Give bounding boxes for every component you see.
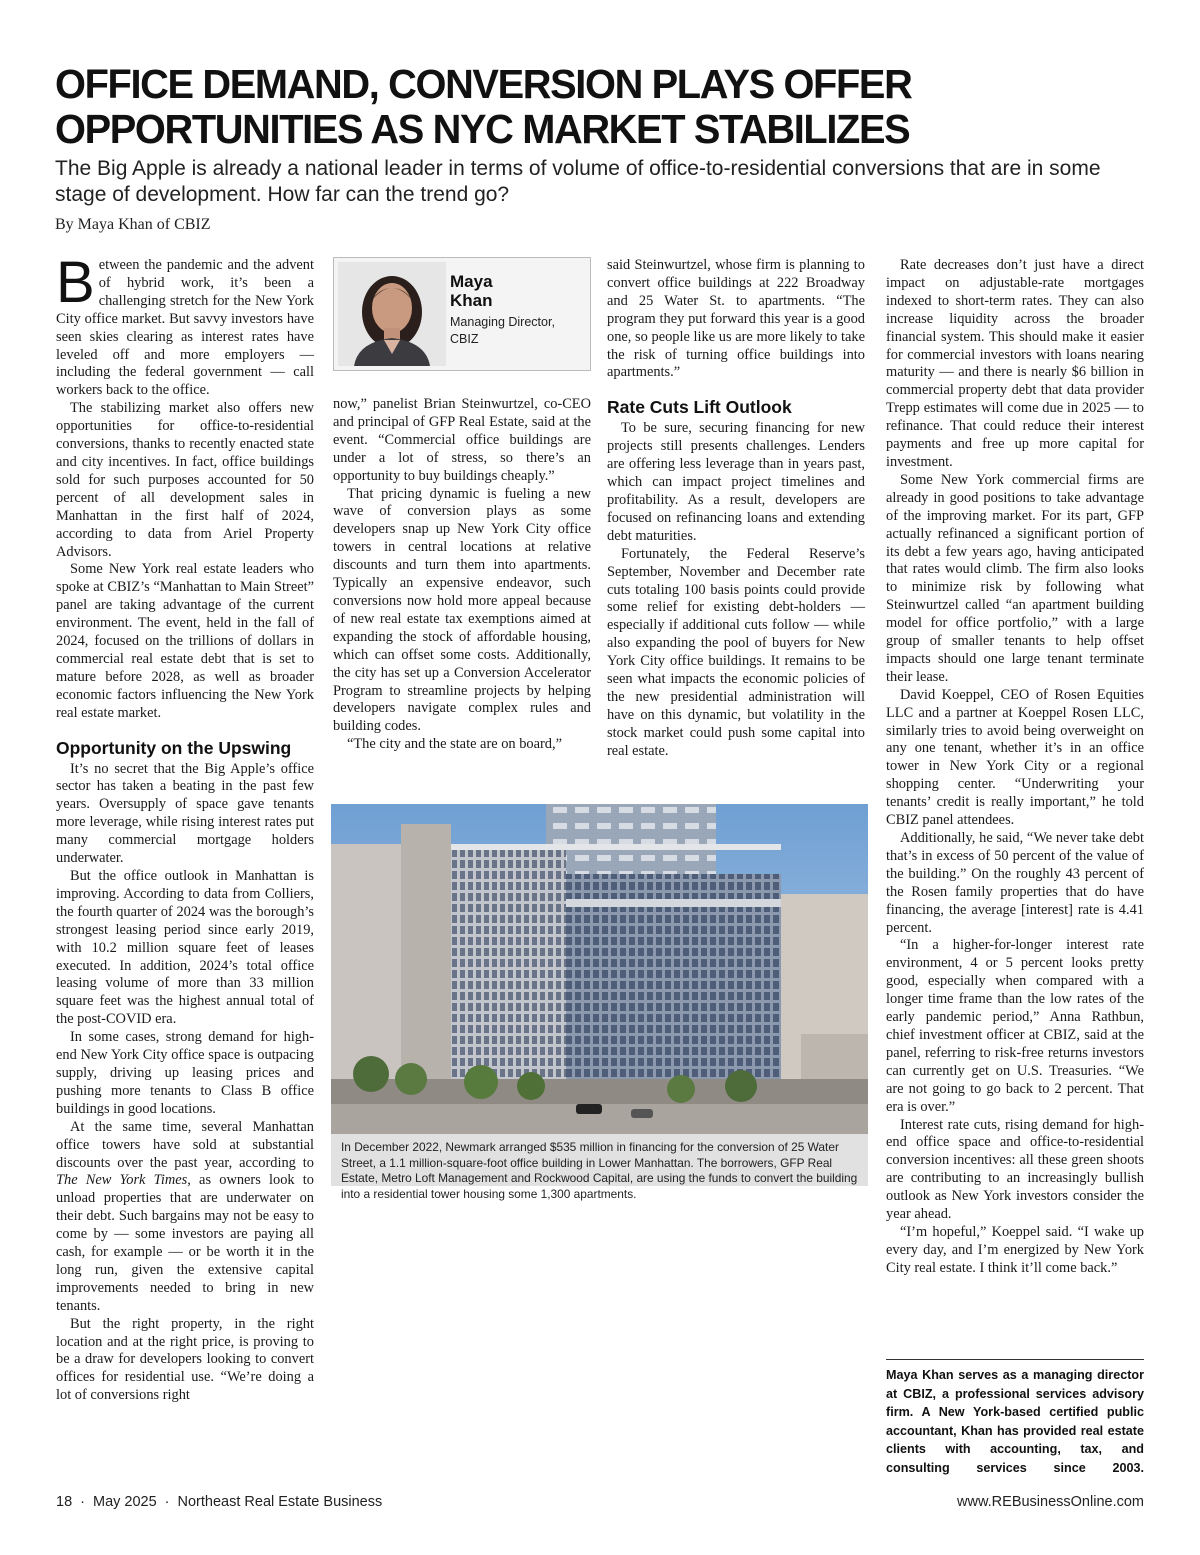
paragraph: Interest rate cuts, rising demand for high-end office space and office-to-residential conversion incentives: all these green shoots are contributing to an increasingly bullish outlook as New York investors consider the year ahead. xyxy=(886,1116,1144,1223)
paragraph: said Steinwurtzel, whose firm is planning to convert office buildings at 222 Broadway and 25 Water St. to apartments. “The program they put forward this year is a good one, so people like us are more likely to take the risk of turning office buildings into apartments.” xyxy=(607,257,865,381)
paragraph: That pricing dynamic is fueling a new wave of conversion plays as some developers snap up New York City office towers in central locations at relative discounts and turn them into apartments. Typically an expensive endeavor, such conversions now hold more appeal because of new real estate tax exemptions aimed at expanding the stock of affordable housing, which can offset some costs. Additionally, the city has set up a Conversion Accelerator Program to streamline projects by helping developers navigate complex rules and building codes. xyxy=(333,485,591,735)
author-bio-box xyxy=(333,257,591,371)
author-photo xyxy=(338,262,446,366)
separator-dot: · xyxy=(80,1494,85,1510)
subhead-opportunity: Opportunity on the Upswing xyxy=(56,737,292,758)
headline: OFFICE DEMAND, CONVERSION PLAYS OFFER OPPORTUNITIES AS NYC MARKET STABILIZES xyxy=(55,61,912,152)
deck: The Big Apple is already a national leader in terms of volume of office-to-residential conversions that are in some stage of development. How far can the trend go? xyxy=(55,157,1101,206)
paragraph-text: At the same time, several Manhattan office towers have sold at substantial discounts over the past year, according to xyxy=(56,1118,314,1171)
column-2 xyxy=(333,396,591,754)
paragraph: now,” panelist Brian Steinwurtzel, co-CEO and principal of GFP Real Estate, said at the event. “Commercial office buildings are under a lot of stress, so there’s an opportunity to buy buildings cheaply.” xyxy=(333,396,591,484)
paragraph: Rate decreases don’t just have a direct impact on adjustable-rate mortgages indexed to short-term rates. They can also increase liquidity across the broader financial system. This should make it easier for commercial investors with loans nearing maturity — and there is nearly $6 billion in commercial property debt that data provider Trepp estimates will come due in 2025 — to refinance. That could reduce their interest payments and free up more capital for investment. xyxy=(886,257,1144,470)
paragraph: Additionally, he said, “We never take debt that’s in excess of 50 percent of the value of the building.” On the roughly 43 percent of the Rosen family properties that do have financing, the average [interest] rate is 4.41 percent. xyxy=(886,830,1144,936)
column-1 xyxy=(56,250,314,1405)
paragraph: In some cases, strong demand for high-end New York City office space is outpacing supply, driving up leasing prices and pushing more tenants to Class B office buildings in good locations. xyxy=(56,1029,314,1117)
author-bio-divider xyxy=(886,1359,1144,1360)
author-name xyxy=(450,272,580,310)
author-last-name: Khan xyxy=(450,291,493,310)
column-4 xyxy=(886,257,1144,1278)
author-first-name: Maya xyxy=(450,272,493,291)
paragraph: David Koeppel, CEO of Rosen Equities LLC and a partner at Koeppel Rosen LLC, similarly tries to avoid being overweight on any one tenant, whether it’s in an office tower in New York City or a regional shopping center. “Underwriting your tenants’ credit is really important,” he told CBIZ panel attendees. xyxy=(886,686,1144,829)
author-title: Managing Director, CBIZ xyxy=(450,315,555,346)
paragraph: To be sure, securing financing for new projects still presents challenges. Lenders are offering less leverage than in years past, which can impact project timelines and profitability. As a result, developers are focused on refinancing loans and extending debt maturities. xyxy=(607,420,865,544)
paragraph: The stabilizing market also offers new opportunities for office-to-residential conversions, thanks to recently enacted state and city incentives. In fact, office buildings sold for such purposes accounted for 50 percent of all development sales in Manhattan in the first half of 2024, according to data from Ariel Property Advisors. xyxy=(56,400,314,560)
paragraph: Some New York commercial firms are already in good positions to take advantage of the improving market. For its part, GFP actually refinanced a significant portion of its debt a few years ago, having anticipated that rates would climb. The firm also looks to minimize risk by following what Steinwurtzel called “an apartment building model for office portfolio,” with a large group of smaller tenants to help offset impacts should one large tenant terminate their lease. xyxy=(886,471,1144,685)
paragraph xyxy=(56,250,314,400)
paragraph-text: , as owners look to unload properties that are underwater on their debt. Such bargains may not be easy to come by — some investors are paying all cash, for example — or be worth it in the long run, given the extensive capital improvements needed to bring in new tenants. xyxy=(56,1172,314,1314)
paragraph: “In a higher-for-longer interest rate environment, 4 or 5 percent looks pretty good, especially when compared with a longer time frame than the low rates of the early pandemic period,” Anna Rathbun, chief investment officer at CBIZ, said at the panel, referring to risk-free returns investors can currently get on U.S. Treasuries. “We are not going to go back to 2 percent. That era is over.” xyxy=(886,937,1144,1115)
author-bio: Maya Khan serves as a managing director at CBIZ, a professional services advisory firm. A New York-based certified public accountant, Khan has provided real estate clients with accounting, tax, and consulting services since 2003. xyxy=(886,1368,1144,1475)
page-number: 18 xyxy=(56,1494,73,1510)
publication-title: The New York Times xyxy=(56,1172,188,1189)
drop-cap: B xyxy=(56,250,95,315)
website-link[interactable]: www.REBusinessOnline.com xyxy=(957,1494,1144,1510)
column-3 xyxy=(607,257,865,761)
paragraph: “The city and the state are on board,” xyxy=(347,736,562,753)
paragraph: Some New York real estate leaders who spoke at CBIZ’s “Manhattan to Main Street” panel are taking advantage of the current environment. The event, held in the fall of 2024, focused on the trillions of dollars in commercial real estate debt that is set to mature before 2028, as well as broader economic factors influencing the New York real estate market. xyxy=(56,561,314,721)
issue-date: May 2025 xyxy=(92,1494,157,1510)
paragraph: Fortunately, the Federal Reserve’s September, November and December rate cuts totaling 100 basis points could provide some relief for existing debt-holders — especially if additional cuts follow — while also expanding the pool of buyers for New York City office buildings. It remains to be seen what impacts the economic policies of the new presidential administration will have on this dynamic, but volatility in the stock market could push some capital into real estate. xyxy=(607,545,865,759)
building-rendering xyxy=(331,804,868,1134)
paragraph: It’s no secret that the Big Apple’s office sector has taken a beating in the past few years. Oversupply of space gave tenants more leverage, while rising interest rates put many commercial mortgage holders underwater. xyxy=(56,760,314,867)
subhead-rate-cuts: Rate Cuts Lift Outlook xyxy=(607,397,792,418)
photo-caption: In December 2022, Newmark arranged $535 million in financing for the conversion of 25 Water Street, a 1.1 million-square-foot office building in Lower Manhattan. The borrowers, GFP Real Estate, Metro Loft Management and Rockwood Capital, are using the funds to convert the building into a residential tower housing some 1,300 apartments. xyxy=(331,1134,868,1186)
paragraph xyxy=(56,1119,314,1316)
paragraph: But the right property, in the right location and at the right price, is proving to be a draw for developers looking to convert offices for residential use. “We’re doing a lot of conversions right xyxy=(56,1315,314,1404)
footer-left xyxy=(56,1494,382,1510)
paragraph: “I’m hopeful,” Koeppel said. “I wake up every day, and I’m energized by New York City real estate. I think it’ll come back.” xyxy=(886,1223,1144,1276)
byline: By Maya Khan of CBIZ xyxy=(55,216,211,233)
publication-name: Northeast Real Estate Business xyxy=(177,1494,383,1510)
separator-dot: · xyxy=(164,1494,170,1510)
paragraph: But the office outlook in Manhattan is improving. According to data from Colliers, the fourth quarter of 2024 was the borough’s strongest leasing period since early 2019, with 10.2 million square feet of leases executed. In addition, 2024’s total office leasing volume of more than 33 million square feet was the highest annual total of the post-COVID era. xyxy=(56,868,314,1028)
paragraph-text: etween the pandemic and the advent of hybrid work, it’s been a challenging stretch for the New York City office market. But savvy investors have seen skies clearing as interest rates have leveled off and more employers — including the federal government — call workers back to the office. xyxy=(56,257,314,399)
